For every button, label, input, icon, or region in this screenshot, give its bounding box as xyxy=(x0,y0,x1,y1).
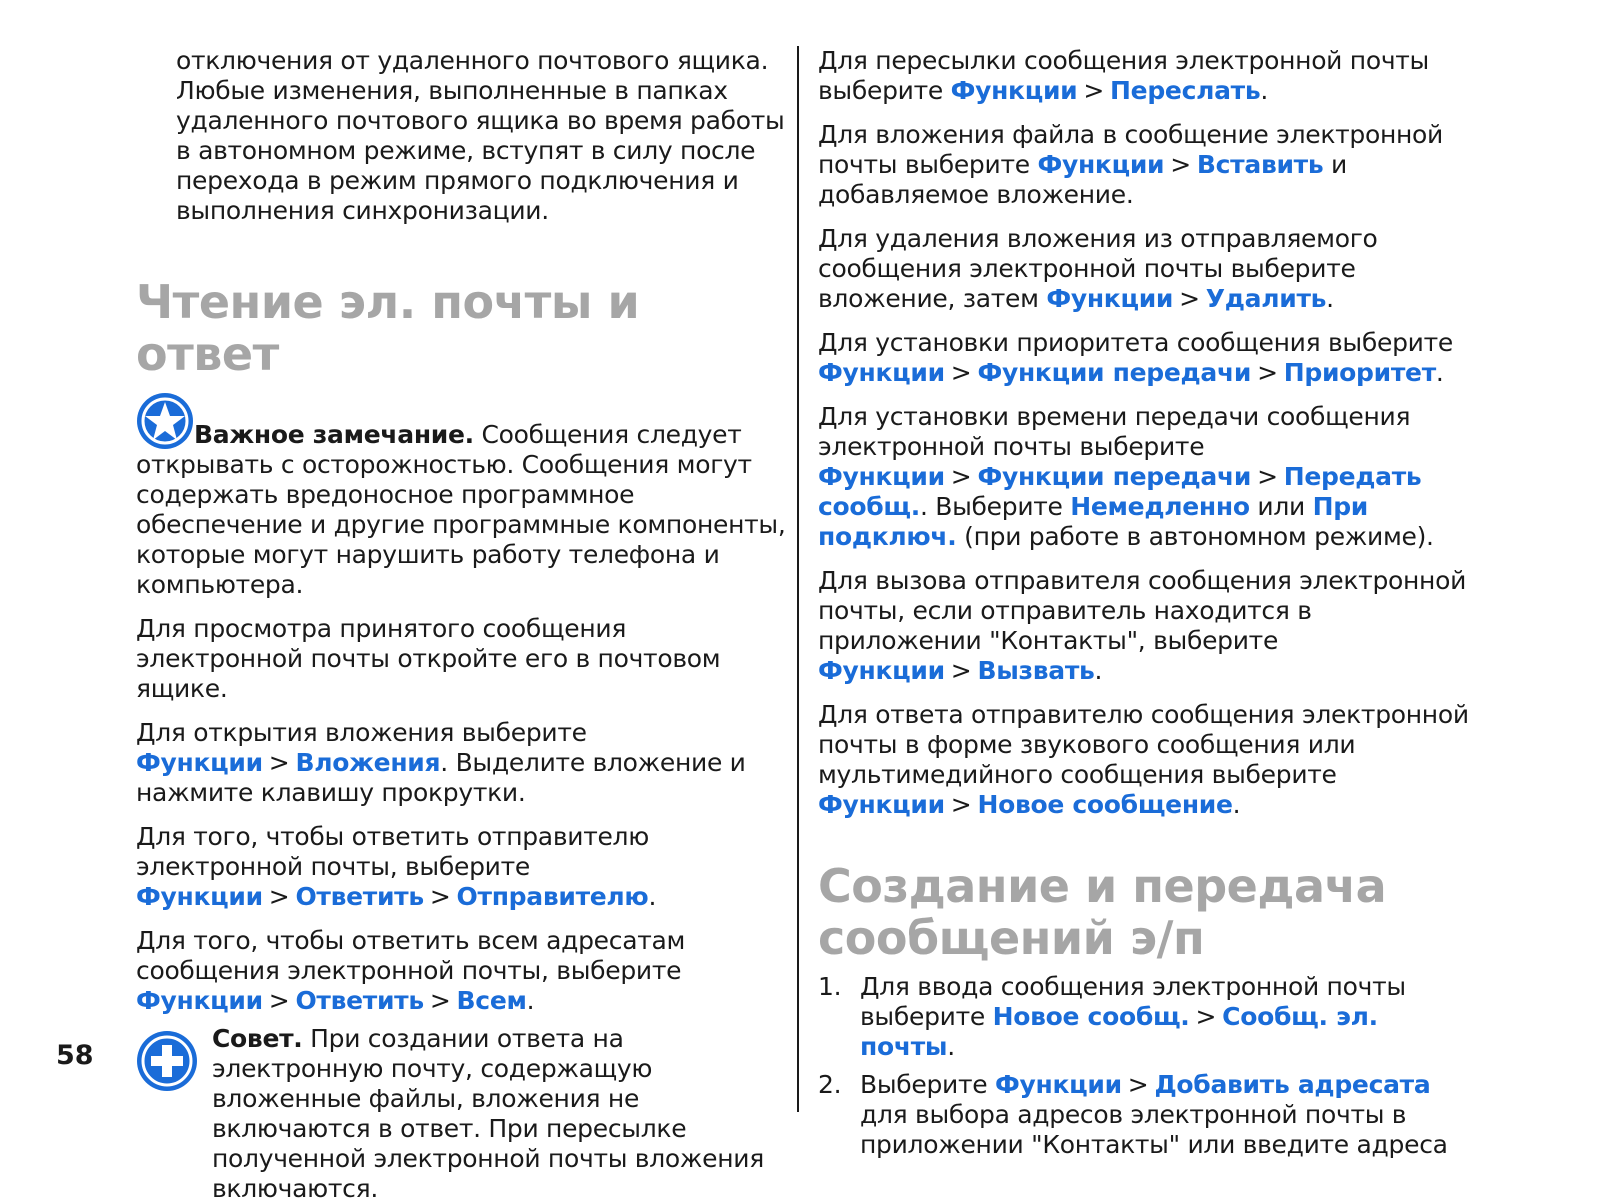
paragraph-audio-reply: Для ответа отправителю сообщения электронной почты в форме звукового сообщения или мультимедийного сообщения выберите Функции > Новое сообщение. xyxy=(818,700,1469,819)
paragraph-delete-attachment: Для удаления вложения из отправляемого сообщения электронной почты выберите вложение, затем Функции > Удалить. xyxy=(818,224,1378,313)
menu-path-forward: Переслать xyxy=(1110,76,1261,105)
menu-path-call: Вызвать xyxy=(977,656,1095,685)
paragraph-reply-sender: Для того, чтобы ответить отправителю электронной почты, выберите Функции > Ответить > Отправителю. xyxy=(136,822,657,911)
paragraph-priority: Для установки приоритета сообщения выберите Функции > Функции передачи > Приоритет. xyxy=(818,328,1453,387)
list-item: 1. Для ввода сообщения электронной почты выберите Новое сообщ. > Сообщ. эл. почты. xyxy=(818,972,1406,1061)
option-immediately: Немедленно xyxy=(1070,492,1250,521)
menu-path-functions: Функции xyxy=(995,1070,1122,1099)
menu-path-insert: Вставить xyxy=(1196,150,1324,179)
tip-text: При создании ответа на электронную почту, содержащую вложенные файлы, вложения не включаются в ответ. При пересылке полученной электронной почты вложения включаются. xyxy=(212,1024,764,1203)
paragraph-view-message: Для просмотра принятого сообщения электронной почты откройте его в почтовом ящике. xyxy=(136,614,721,703)
section-heading-read-reply: Чтение эл. почты и ответ xyxy=(136,275,640,381)
menu-path-functions: Функции xyxy=(1046,284,1174,313)
menu-path-functions: Функции xyxy=(1037,150,1165,179)
menu-path-functions: Функции xyxy=(818,358,945,387)
right-column xyxy=(818,0,1478,1160)
paragraph-insert-attachment: Для вложения файла в сообщение электронной почты выберите Функции > Вставить и добавляемое вложение. xyxy=(818,120,1443,209)
menu-path-priority: Приоритет xyxy=(1283,358,1436,387)
menu-path-functions: Функции xyxy=(950,76,1078,105)
column-divider xyxy=(797,46,799,1112)
plus-icon xyxy=(136,1030,198,1092)
menu-path-reply: Ответить xyxy=(295,882,424,911)
steps-list xyxy=(818,972,1478,1160)
tip-lead: Совет. xyxy=(212,1024,303,1053)
option-on-connect: При подключ. xyxy=(818,492,1369,551)
menu-path-functions: Функции xyxy=(818,790,945,819)
page-number: 58 xyxy=(56,1040,94,1071)
paragraph-reply-all: Для того, чтобы ответить всем адресатам сообщения электронной почты, выберите Функции > Ответить > Всем. xyxy=(136,926,686,1015)
menu-path-attachments: Вложения xyxy=(295,748,441,777)
menu-path-reply: Ответить xyxy=(295,986,424,1015)
paragraph-forward: Для пересылки сообщения электронной почты выберите Функции > Переслать. xyxy=(818,46,1429,105)
menu-path-functions: Функции xyxy=(818,462,945,491)
menu-path-delete: Удалить xyxy=(1205,284,1327,313)
continuation-paragraph: отключения от удаленного почтового ящика. Любые изменения, выполненные в папках удаленного почтового ящика во время работы в автономном режиме, вступят в силу после перехода в режим прямого подключения и выполнения синхронизации. xyxy=(176,46,785,225)
list-item: 2. Выберите Функции > Добавить адресата для выбора адресов электронной почты в приложении "Контакты" или введите адреса xyxy=(818,1070,1448,1159)
menu-path-functions: Функции xyxy=(136,882,263,911)
paragraph-send-time: Для установки времени передачи сообщения электронной почты выберите Функции > Функции передачи > Передать сообщ.. Выберите Немедленно или При подключ. (при работе в автономном режиме). xyxy=(818,402,1434,551)
note-text: Сообщения следует открывать с осторожностью. Сообщения могут содержать вредоносное программное обеспечение и другие программные компоненты, которые могут нарушить работу телефона и компьютера. xyxy=(136,420,786,599)
menu-path-email-message: Сообщ. эл. почты xyxy=(860,1002,1378,1061)
menu-path-functions: Функции xyxy=(136,748,263,777)
important-note xyxy=(136,392,786,600)
menu-path-functions: Функции xyxy=(136,986,263,1015)
menu-path-functions: Функции xyxy=(818,656,945,685)
menu-path-send-message: Передать сообщ. xyxy=(818,462,1422,521)
menu-path-new-message: Новое сообщ. xyxy=(992,1002,1190,1031)
menu-path-add-recipient: Добавить адресата xyxy=(1154,1070,1431,1099)
menu-path-new-message: Новое сообщение xyxy=(977,790,1233,819)
menu-path-all: Всем xyxy=(456,986,527,1015)
tip-box xyxy=(136,1024,786,1204)
section-heading-create-send: Создание и передача сообщений э/п xyxy=(818,859,1387,965)
menu-path-send-options: Функции передачи xyxy=(977,462,1252,491)
paragraph-call-sender: Для вызова отправителя сообщения электронной почты, если отправитель находится в приложении "Контакты", выберите Функции > Вызвать. xyxy=(818,566,1467,685)
menu-path-send-options: Функции передачи xyxy=(977,358,1252,387)
note-lead: Важное замечание. xyxy=(194,420,474,449)
left-column xyxy=(136,0,786,1204)
paragraph-open-attachment: Для открытия вложения выберите Функции > Вложения. Выделите вложение и нажмите клавишу прокрутки. xyxy=(136,718,746,807)
menu-path-to-sender: Отправителю xyxy=(456,882,649,911)
star-icon xyxy=(136,392,194,450)
